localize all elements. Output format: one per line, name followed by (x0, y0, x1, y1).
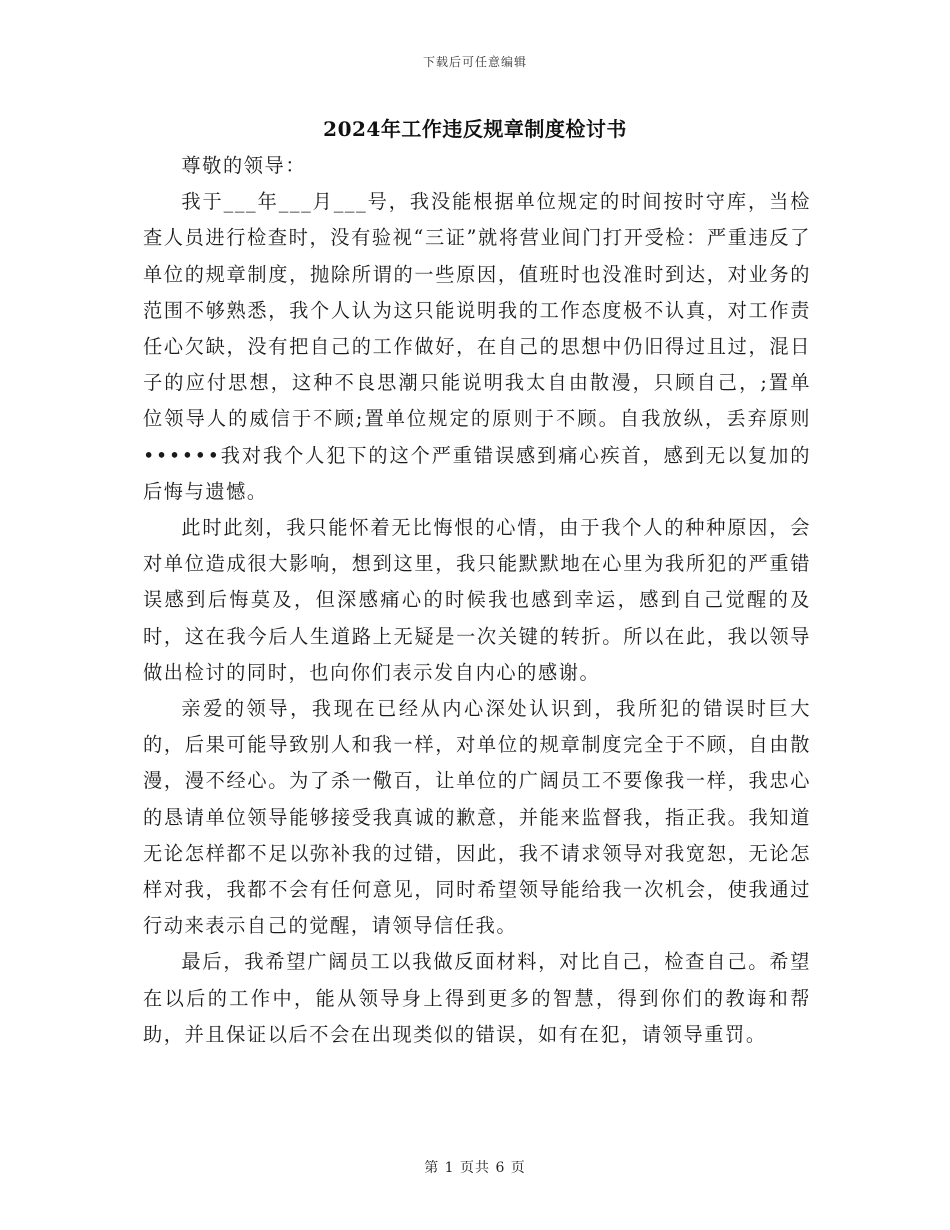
document-body (143, 148, 811, 1053)
page-indicator: 第 1 页共 6 页 (424, 1160, 526, 1176)
paragraph-3: 亲爱的领导，我现在已经从内心深处认识到，我所犯的错误时巨大的，后果可能导致别人和我一样，对单位的规章制度完全于不顾，自由散漫，漫不经心。为了杀一儆百，让单位的广阔员工不要像我一样，我忠心的恳请单位领导能够接受我真诚的歉意，并能来监督我，指正我。我知道无论怎样都不足以弥补我的过错，因此，我不请求领导对我宽恕，无论怎样对我，我都不会有任何意见，同时希望领导能给我一次机会，使我通过行动来表示自己的觉醒，请领导信任我。 (143, 697, 811, 938)
header-note: 下载后可任意编辑 (422, 55, 527, 69)
paragraph-2: 此时此刻，我只能怀着无比悔恨的心情，由于我个人的种种原因，会对单位造成很大影响，想到这里，我只能默默地在心里为我所犯的严重错误感到后悔莫及，但深感痛心的时候我也感到幸运，感到自己觉醒的及时，这在我今后人生道路上无疑是一次关键的转折。所以在此，我以领导做出检讨的同时，也向你们表示发自内心的感谢。 (143, 516, 811, 684)
document-title: 2024年工作违反规章制度检讨书 (323, 117, 627, 141)
paragraph-1: 我于___年___月___号，我没能根据单位规定的时间按时守库，当检查人员进行检查时，没有验视“三证”就将营业间门打开受检：严重违反了单位的规章制度，抛除所谓的一些原因，值班时也没准时到达，对业务的范围不够熟悉，我个人认为这只能说明我的工作态度极不认真，对工作责任心欠缺，没有把自己的工作做好，在自己的思想中仍旧得过且过，混日子的应付思想，这种不良思潮只能说明我太自由散漫，只顾自己，;置单位领导人的威信于不顾;置单位规定的原则于不顾。自我放纵，丢弃原则••••••我对我个人犯下的这个严重错误感到痛心疾首，感到无以复加的后悔与遗憾。 (143, 190, 811, 503)
greeting: 尊敬的领导： (181, 154, 307, 177)
paragraph-4: 最后，我希望广阔员工以我做反面材料，对比自己，检查自己。希望在以后的工作中，能从领导身上得到更多的智慧，得到你们的教诲和帮助，并且保证以后不会在出现类似的错误，如有在犯，请领导重罚。 (143, 950, 811, 1046)
